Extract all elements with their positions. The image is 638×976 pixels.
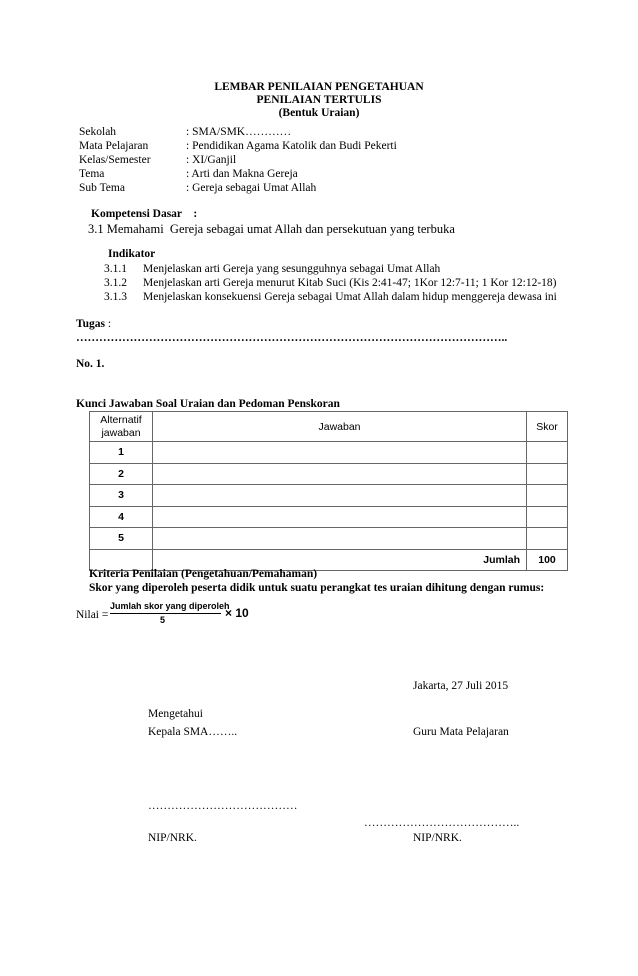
row-number: 2 <box>90 463 153 485</box>
mengetahui-label: Mengetahui <box>148 708 203 720</box>
identity-value-sekolah: : SMA/SMK………… <box>186 126 292 138</box>
nip-left: NIP/NRK. <box>148 832 197 844</box>
tugas-colon: : <box>105 318 112 330</box>
identity-value-tema: : Arti dan Makna Gereja <box>186 168 298 180</box>
identity-value-mapel: : Pendidikan Agama Katolik dan Budi Pekerti <box>186 140 397 152</box>
tugas-label: Tugas <box>76 318 105 330</box>
indikator-title: Indikator <box>108 248 156 260</box>
table-row <box>90 528 568 550</box>
soal-number: No. 1. <box>76 358 105 370</box>
total-value: 100 <box>527 549 568 571</box>
indikator-text-1: Menjelaskan arti Gereja yang sesungguhnya sebagai Umat Allah <box>143 263 441 275</box>
document-title: LEMBAR PENILAIAN PENGETAHUAN <box>214 81 424 93</box>
indikator-no-1: 3.1.1 <box>104 263 127 275</box>
skor-cell <box>527 528 568 550</box>
identity-label-mapel: Mata Pelajaran <box>79 140 149 152</box>
row-number: 3 <box>90 485 153 507</box>
jawaban-cell <box>153 528 527 550</box>
kompetensi-text: 3.1 Memahami Gereja sebagai umat Allah dan persekutuan yang terbuka <box>88 222 455 236</box>
identity-value-subtema: : Gereja sebagai Umat Allah <box>186 182 317 194</box>
kunci-table <box>89 411 568 571</box>
tugas-line <box>76 318 111 330</box>
signature-line-left: ………………………………… <box>148 800 298 812</box>
table-row <box>90 442 568 464</box>
signature-line-right: ………………………………….. <box>364 817 520 829</box>
document-form-type: (Bentuk Uraian) <box>278 107 360 119</box>
header-alternatif: Alternatif jawaban <box>90 412 153 442</box>
identity-label-kelas: Kelas/Semester <box>79 154 151 166</box>
kunci-title: Kunci Jawaban Soal Uraian dan Pedoman Penskoran <box>76 398 340 410</box>
nilai-label: Nilai = <box>76 609 109 621</box>
tugas-dots: ………………………………………………………………………………………………….. <box>76 332 508 344</box>
table-row <box>90 506 568 528</box>
kompetensi-title: Kompetensi Dasar : <box>91 208 198 220</box>
document-subtitle: PENILAIAN TERTULIS <box>256 94 382 106</box>
jawaban-cell <box>153 442 527 464</box>
kriteria-text: Skor yang diperoleh peserta didik untuk suatu perangkat tes uraian dihitung dengan rumus: <box>89 582 545 594</box>
total-label: Jumlah <box>153 549 527 571</box>
formula-numerator: Jumlah skor yang diperoleh <box>110 601 230 611</box>
indikator-text-3: Menjelaskan konsekuensi Gereja sebagai Umat Allah dalam hidup menggereja dewasa ini <box>143 291 557 303</box>
table-row <box>90 463 568 485</box>
table-header-row <box>90 412 568 442</box>
jawaban-cell <box>153 485 527 507</box>
indikator-no-3: 3.1.3 <box>104 291 127 303</box>
formula-fraction-line <box>110 613 221 614</box>
identity-label-subtema: Sub Tema <box>79 182 125 194</box>
row-number: 5 <box>90 528 153 550</box>
header-skor: Skor <box>527 412 568 442</box>
skor-cell <box>527 442 568 464</box>
kriteria-title: Kriteria Penilaian (Pengetahuan/Pemahaman) <box>89 568 318 580</box>
identity-label-tema: Tema <box>79 168 105 180</box>
indikator-text-2: Menjelaskan arti Gereja menurut Kitab Suci (Kis 2:41-47; 1Kor 12:7-11; 1 Kor 12:12-18) <box>143 277 557 289</box>
place-date: Jakarta, 27 Juli 2015 <box>413 680 509 692</box>
kepala-sekolah-label: Kepala SMA…….. <box>148 726 238 738</box>
nip-right: NIP/NRK. <box>413 832 462 844</box>
skor-cell <box>527 463 568 485</box>
identity-label-sekolah: Sekolah <box>79 126 117 138</box>
indikator-no-2: 3.1.2 <box>104 277 127 289</box>
identity-value-kelas: : XI/Ganjil <box>186 154 237 166</box>
skor-cell <box>527 506 568 528</box>
row-number: 4 <box>90 506 153 528</box>
skor-cell <box>527 485 568 507</box>
jawaban-cell <box>153 463 527 485</box>
guru-label: Guru Mata Pelajaran <box>413 726 509 738</box>
jawaban-cell <box>153 506 527 528</box>
formula-denominator: 5 <box>160 615 166 625</box>
table-row <box>90 485 568 507</box>
header-jawaban: Jawaban <box>153 412 527 442</box>
row-number: 1 <box>90 442 153 464</box>
formula-multiplier: × 10 <box>225 606 249 620</box>
